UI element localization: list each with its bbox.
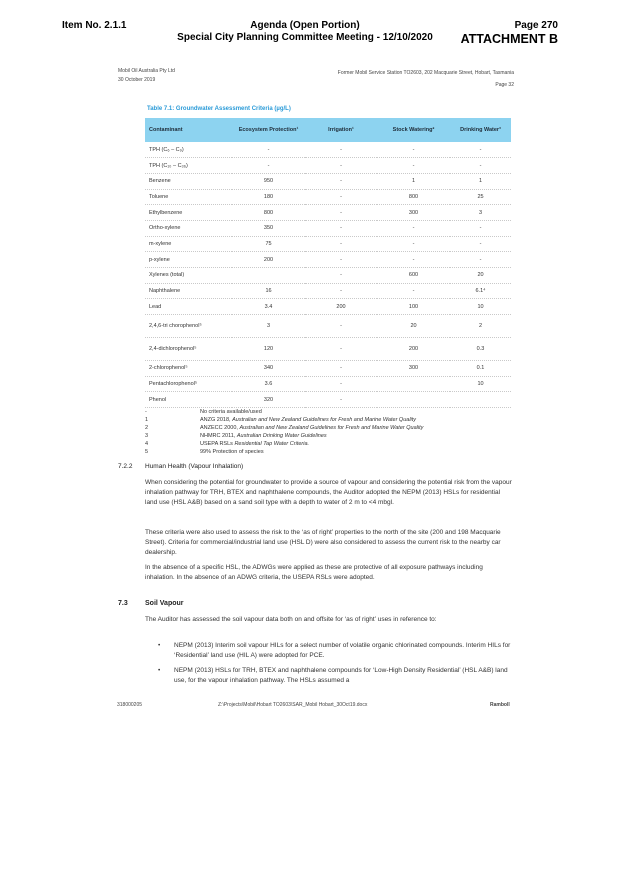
criteria-cell: - xyxy=(232,142,305,158)
criteria-cell: 200 xyxy=(377,338,450,361)
note-text-plain: USEPA RSLs xyxy=(200,441,235,447)
criteria-cell: - xyxy=(450,220,511,236)
note-text-plain: 99% Protection of species xyxy=(200,449,264,455)
table-header-row xyxy=(145,118,511,142)
contaminant-cell: Toluene xyxy=(145,189,232,205)
table-row xyxy=(145,392,511,408)
criteria-cell: - xyxy=(305,392,377,408)
criteria-cell: 20 xyxy=(377,315,450,338)
criteria-cell: 16 xyxy=(232,283,305,299)
attachment-label: ATTACHMENT B xyxy=(460,32,558,46)
note-text-plain: No criteria available/used xyxy=(200,409,262,415)
note-text-plain: ANZECC 2000, xyxy=(200,425,240,431)
contaminant-cell: TPH (C₁₀ – C₃₆) xyxy=(145,158,232,174)
table-row xyxy=(145,376,511,392)
criteria-cell: 120 xyxy=(232,338,305,361)
section-722-paragraph-1: When considering the potential for groundwater to provide a source of vapour and considering the potential risk from the vapour inhalation pathway for TRH, BTEX and naphthalene compounds, the Auditor adopted the NEPM (2013) HSLs for residential land use (HSL A&B) based on a sand soil type with a depth to water of 2 m to <4 mbgl. xyxy=(145,479,512,506)
criteria-cell: 300 xyxy=(377,361,450,377)
table-row xyxy=(145,142,511,158)
criteria-cell: 340 xyxy=(232,361,305,377)
criteria-cell: - xyxy=(377,142,450,158)
table-row xyxy=(145,205,511,221)
doc-header-left xyxy=(118,67,175,85)
col-header-drinking: Drinking Water³ xyxy=(450,118,511,142)
table-note xyxy=(145,432,423,440)
criteria-cell: - xyxy=(305,361,377,377)
criteria-cell: 10 xyxy=(450,376,511,392)
criteria-cell: - xyxy=(377,220,450,236)
criteria-cell: 6.1⁴ xyxy=(450,283,511,299)
criteria-cell: - xyxy=(305,236,377,252)
note-text xyxy=(200,408,262,416)
contaminant-cell: m-xylene xyxy=(145,236,232,252)
criteria-cell: 0.3 xyxy=(450,338,511,361)
note-text xyxy=(200,448,264,456)
criteria-cell: 25 xyxy=(450,189,511,205)
criteria-cell: 75 xyxy=(232,236,305,252)
section-722-heading xyxy=(118,463,243,470)
criteria-cell xyxy=(377,392,450,408)
criteria-cell: - xyxy=(305,268,377,284)
criteria-cell: - xyxy=(305,173,377,189)
table-row xyxy=(145,315,511,338)
note-key: 1 xyxy=(145,417,149,423)
criteria-cell: 3.6 xyxy=(232,376,305,392)
criteria-cell: 950 xyxy=(232,173,305,189)
criteria-cell: 20 xyxy=(450,268,511,284)
note-text xyxy=(200,432,327,440)
table-note xyxy=(145,448,423,456)
criteria-cell: - xyxy=(305,205,377,221)
contaminant-cell: Phenol xyxy=(145,392,232,408)
section-73-heading xyxy=(118,600,184,607)
criteria-cell: 3 xyxy=(232,315,305,338)
table-note xyxy=(145,408,423,416)
note-key: 3 xyxy=(145,433,149,439)
criteria-cell: 100 xyxy=(377,299,450,315)
section-722-number: 7.2.2 xyxy=(118,463,133,470)
section-73-title: Soil Vapour xyxy=(145,600,184,607)
footer-project-number: 318000205 xyxy=(117,702,143,708)
table-note xyxy=(145,440,423,448)
contaminant-cell: p-xylene xyxy=(145,252,232,268)
groundwater-criteria-table xyxy=(145,118,511,408)
contaminant-cell: Ethylbenzene xyxy=(145,205,232,221)
criteria-cell: 600 xyxy=(377,268,450,284)
criteria-cell: - xyxy=(377,158,450,174)
criteria-cell: - xyxy=(305,189,377,205)
bullet-text: NEPM (2013) HSLs for TRH, BTEX and naphthalene compounds for ‘Low-High Density Residential’ (HSL A&B) land use, for the vapour inhalation pathway. The HSLs assumed a xyxy=(174,667,508,684)
criteria-cell: - xyxy=(305,142,377,158)
table-caption: Table 7.1: Groundwater Assessment Criteria (µg/L) xyxy=(147,106,291,112)
table-note xyxy=(145,416,423,424)
table-row xyxy=(145,361,511,377)
section-73-paragraph: The Auditor has assessed the soil vapour data both on and offsite for ‘as of right’ uses in reference to: xyxy=(145,616,437,623)
section-722-paragraph-2: These criteria were also used to assess the risk to the ‘as of right’ properties to the north of the site (200 and 198 Macquarie Street). Criteria for commercial/industrial land use (HSL D) were also considered to assess the current risk to the nearby car dealership. xyxy=(145,529,501,556)
doc-site: Former Mobil Service Station TO2603, 202 Macquarie Street, Hobart, Tasmania xyxy=(337,70,514,76)
doc-page: Page 32 xyxy=(495,82,514,88)
criteria-cell: 800 xyxy=(232,205,305,221)
agenda-page-block xyxy=(461,20,558,47)
contaminant-cell: Xylenes (total) xyxy=(145,268,232,284)
criteria-cell: - xyxy=(377,236,450,252)
agenda-page-number: Page 270 xyxy=(514,20,558,31)
criteria-cell: 800 xyxy=(377,189,450,205)
note-key: 5 xyxy=(145,449,149,455)
note-text xyxy=(200,416,416,424)
note-text-italic: Australian and New Zealand Guidelines for Fresh and Marine Water Quality xyxy=(239,425,424,431)
note-text xyxy=(200,440,309,448)
criteria-cell: - xyxy=(232,158,305,174)
section-73-number: 7.3 xyxy=(118,600,128,607)
col-header-irrigation: Irrigation¹ xyxy=(305,118,377,142)
table-row xyxy=(145,173,511,189)
section-722-paragraph-3: In the absence of a specific HSL, the ADWGs were applied as these are protective of all exposure pathways including inhalation. In the absence of an ADWG criteria, the USEPA RSLs were adopted. xyxy=(145,564,483,581)
table-row xyxy=(145,189,511,205)
table-note xyxy=(145,424,423,432)
criteria-cell: 1 xyxy=(450,173,511,189)
contaminant-cell: 2-chlorophenol⁵ xyxy=(145,361,232,377)
footer-brand: Ramboll xyxy=(490,702,510,708)
criteria-cell xyxy=(377,376,450,392)
criteria-cell: 350 xyxy=(232,220,305,236)
contaminant-cell: Pentachlorophenol⁵ xyxy=(145,376,232,392)
table-row xyxy=(145,252,511,268)
contaminant-cell: 2,4-dichlorophenol⁵ xyxy=(145,338,232,361)
contaminant-cell: TPH (C₆ – C₉) xyxy=(145,142,232,158)
note-text-italic: Australian and New Zealand Guidelines for Fresh and Marine Water Quality xyxy=(232,417,417,423)
criteria-cell: - xyxy=(450,142,511,158)
table-notes xyxy=(145,408,423,456)
criteria-cell: 2 xyxy=(450,315,511,338)
criteria-cell: 3 xyxy=(450,205,511,221)
note-text-plain: ANZG 2018, xyxy=(200,417,233,423)
contaminant-cell: Naphthalene xyxy=(145,283,232,299)
criteria-cell xyxy=(450,392,511,408)
table-row xyxy=(145,299,511,315)
criteria-cell: - xyxy=(305,338,377,361)
footer-file-path: Z:\Projects\Mobil\Hobart TO2603\SAR_Mobil Hobart_30Oct19.docx xyxy=(218,702,368,708)
table-row xyxy=(145,268,511,284)
contaminant-cell: Ortho-xylene xyxy=(145,220,232,236)
table-row xyxy=(145,338,511,361)
criteria-cell: 3.4 xyxy=(232,299,305,315)
agenda-heading xyxy=(170,20,440,44)
bullet-item xyxy=(158,641,513,661)
col-header-contaminant: Contaminant xyxy=(145,118,232,142)
section-722-title: Human Health (Vapour Inhalation) xyxy=(145,463,244,470)
note-text-italic: Australian Drinking Water Guidelines xyxy=(236,433,327,439)
agenda-item-number: Item No. 2.1.1 xyxy=(62,20,127,31)
criteria-cell: - xyxy=(305,220,377,236)
doc-date: 30 October 2019 xyxy=(118,77,156,83)
criteria-cell: 180 xyxy=(232,189,305,205)
note-text-italic: Residential Tap Water Criteria. xyxy=(234,441,310,447)
note-key: 2 xyxy=(145,425,149,431)
note-text xyxy=(200,424,423,432)
bullet-text: NEPM (2013) Interim soil vapour HILs for a select number of volatile organic chlorinated compounds. Interim HILs for ‘Residential’ land use (HIL A) were adopted for PCE. xyxy=(174,642,511,659)
criteria-cell xyxy=(232,268,305,284)
criteria-cell: - xyxy=(305,376,377,392)
table-row xyxy=(145,220,511,236)
criteria-cell: 0.1 xyxy=(450,361,511,377)
bullet-dot-icon: • xyxy=(158,667,161,674)
table-body xyxy=(145,142,511,408)
criteria-cell: - xyxy=(305,158,377,174)
bullet-dot-icon: • xyxy=(158,642,161,649)
criteria-cell: 10 xyxy=(450,299,511,315)
agenda-title: Agenda (Open Portion) xyxy=(250,20,360,31)
criteria-cell: - xyxy=(450,158,511,174)
criteria-cell: 1 xyxy=(377,173,450,189)
criteria-cell: - xyxy=(450,252,511,268)
note-text-plain: NHMRC 2011, xyxy=(200,433,237,439)
note-key: 4 xyxy=(145,441,149,447)
criteria-cell: - xyxy=(305,283,377,299)
note-key: - xyxy=(145,409,147,415)
criteria-cell: - xyxy=(305,252,377,268)
criteria-cell: - xyxy=(450,236,511,252)
doc-company: Mobil Oil Australia Pty Ltd xyxy=(118,68,175,74)
contaminant-cell: Lead xyxy=(145,299,232,315)
table-row xyxy=(145,283,511,299)
table-row xyxy=(145,236,511,252)
meeting-title: Special City Planning Committee Meeting - 12/10/2020 xyxy=(177,32,433,43)
table-row xyxy=(145,158,511,174)
criteria-cell: - xyxy=(377,283,450,299)
doc-header-right xyxy=(338,67,514,91)
criteria-cell: 300 xyxy=(377,205,450,221)
bullet-item xyxy=(158,666,513,686)
criteria-cell: - xyxy=(305,315,377,338)
criteria-cell: 200 xyxy=(305,299,377,315)
criteria-cell: 320 xyxy=(232,392,305,408)
col-header-ecosystem: Ecosystem Protection¹ xyxy=(232,118,305,142)
contaminant-cell: Benzene xyxy=(145,173,232,189)
contaminant-cell: 2,4,6-tri chorophenol⁵ xyxy=(145,315,232,338)
col-header-stock: Stock Watering² xyxy=(377,118,450,142)
criteria-cell: - xyxy=(377,252,450,268)
criteria-cell: 200 xyxy=(232,252,305,268)
